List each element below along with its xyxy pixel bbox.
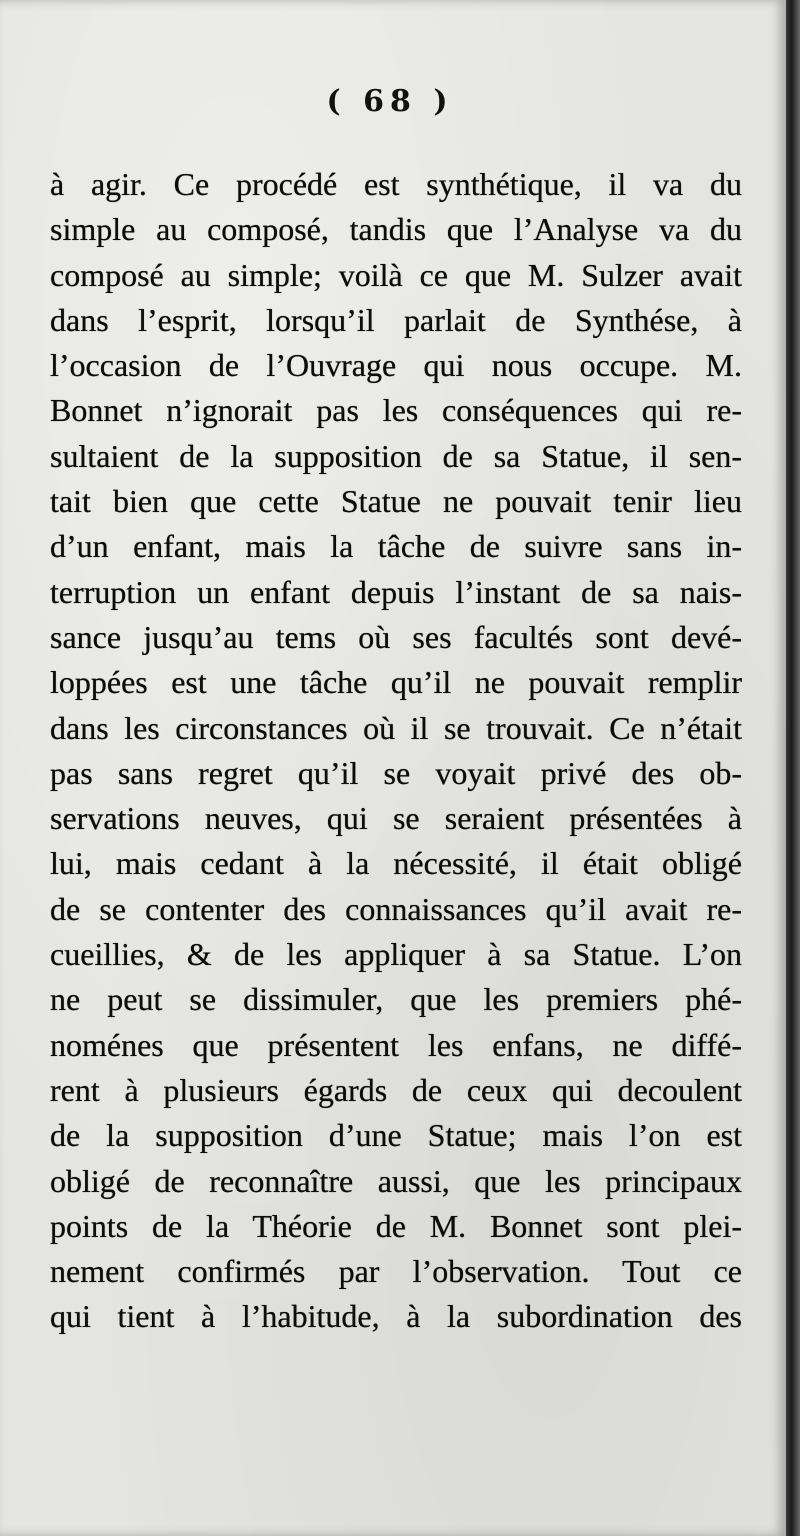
text-line: de la supposition d’une Statue; mais l’on est (50, 1117, 742, 1154)
text-line: ne peut se dissimuler, que les premiers phé- (50, 981, 742, 1018)
text-line: rent à plusieurs égards de ceux qui decoulent (50, 1071, 742, 1108)
text-line: d’un enfant, mais la tâche de suivre sans in- (50, 528, 742, 565)
text-line: lui, mais cedant à la nécessité, il était obligé (50, 845, 742, 882)
body-text (50, 162, 742, 1340)
text-line: sultaient de la supposition de sa Statue, il sen- (50, 437, 742, 474)
page-number: ( 68 ) (326, 84, 454, 119)
text-line: dans l’esprit, lorsqu’il parlait de Synthése, à (50, 301, 742, 338)
text-line: qui tient à l’habitude, à la subordination des (50, 1298, 742, 1335)
text-line: sance jusqu’au tems où ses facultés sont devé- (50, 618, 742, 655)
text-line: cueillies, & de les appliquer à sa Statue. L’on (50, 936, 742, 973)
text-line: tait bien que cette Statue ne pouvait tenir lieu (50, 483, 742, 520)
text-line: Bonnet n’ignorait pas les conséquences qui re- (50, 392, 742, 429)
text-line: à agir. Ce procédé est synthétique, il va du (50, 166, 742, 202)
text-line: simple au composé, tandis que l’Analyse va du (50, 211, 742, 248)
text-line: pas sans regret qu’il se voyait privé des ob- (50, 754, 742, 791)
text-line: terruption un enfant depuis l’instant de sa nais- (50, 573, 742, 610)
text-line: de se contenter des connaissances qu’il avait re- (50, 890, 742, 927)
text-line: noménes que présentent les enfans, ne diffé- (50, 1026, 742, 1063)
text-line: dans les circonstances où il se trouvait. Ce n’était (50, 709, 742, 746)
text-line: servations neuves, qui se seraient présentées à (50, 800, 742, 837)
text-line: composé au simple; voilà ce que M. Sulzer avait (50, 256, 742, 293)
text-line: nement confirmés par l’observation. Tout ce (50, 1253, 742, 1290)
text-line: loppées est une tâche qu’il ne pouvait remplir (50, 664, 742, 701)
text-line: obligé de reconnaître aussi, que les principaux (50, 1162, 742, 1199)
book-page-edge (786, 0, 800, 1536)
text-line: points de la Théorie de M. Bonnet sont plei- (50, 1207, 742, 1244)
text-line: l’occasion de l’Ouvrage qui nous occupe. M. (50, 347, 742, 384)
